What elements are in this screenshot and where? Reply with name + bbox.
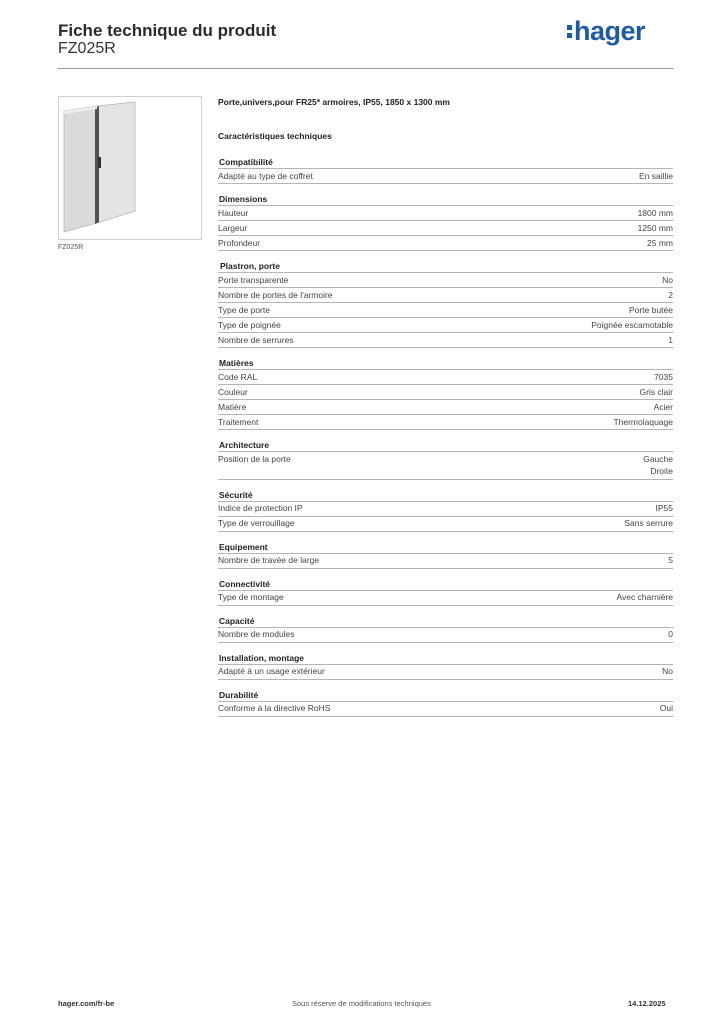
spec-value [639, 170, 673, 183]
section-title: Connectivité [219, 578, 271, 589]
spec-value [616, 591, 673, 604]
footer-website[interactable]: hager.com/fr-be [58, 999, 115, 1008]
spec-row [218, 235, 673, 251]
spec-section [218, 489, 673, 532]
spec-value-line: 7035 [654, 371, 673, 382]
spec-label: Adapté à un usage extérieur [218, 666, 325, 676]
spec-label: Type de porte [218, 304, 270, 315]
product-description: Porte,univers,pour FR25* armoires, IP55, 1850 x 1300 mm [218, 97, 450, 107]
spec-row [218, 664, 673, 680]
spec-value-line: 1250 mm [637, 222, 673, 233]
section-title: Capacité [219, 615, 255, 626]
spec-value [668, 554, 673, 567]
spec-row [218, 399, 673, 414]
spec-row [218, 516, 673, 532]
page-title: Fiche technique du produit [58, 21, 277, 40]
spec-value [629, 304, 673, 317]
spec-section [218, 193, 673, 251]
spec-section [218, 578, 673, 606]
logo-dots-icon [567, 23, 572, 39]
spec-value-line: Avec charnière [616, 592, 673, 602]
spec-value-line: 1800 mm [637, 207, 673, 218]
spec-row [218, 627, 673, 643]
spec-section [218, 689, 673, 717]
spec-value [638, 222, 673, 235]
spec-label: Nombre de modules [218, 629, 295, 639]
spec-section [218, 156, 673, 184]
spec-row [218, 590, 673, 606]
footer-date: 14.12.2025 [628, 999, 666, 1008]
spec-label: Largeur [218, 222, 248, 233]
spec-value [638, 207, 673, 220]
spec-row [218, 332, 673, 348]
spec-value [591, 319, 673, 332]
spec-value [656, 502, 674, 515]
spec-value-line: Gauche [643, 453, 673, 464]
image-caption: FZ025R [58, 244, 84, 251]
spec-value-line: No [662, 666, 673, 676]
spec-row [218, 205, 673, 220]
section-title: Installation, montage [219, 652, 305, 663]
spec-label: Type de poignée [218, 319, 281, 330]
spec-label: Type de montage [218, 592, 284, 602]
spec-label: Traitement [218, 416, 259, 427]
spec-section [218, 357, 673, 430]
spec-value-line: 5 [668, 555, 673, 565]
spec-value [668, 289, 673, 302]
spec-label: Porte transparente [218, 274, 289, 285]
spec-row [218, 302, 673, 317]
spec-value-line: IP55 [655, 503, 673, 513]
spec-value-line: Droite [650, 466, 673, 476]
product-image [58, 96, 202, 240]
spec-value-line: Oui [659, 703, 673, 713]
spec-label: Indice de protection IP [218, 503, 303, 513]
section-title: Compatibilité [219, 157, 273, 167]
section-title: Plastron, porte [220, 261, 280, 271]
spec-value-line: Acier [653, 401, 673, 412]
spec-value-line: Porte butée [629, 304, 673, 315]
spec-row [218, 384, 673, 399]
spec-row [218, 168, 673, 184]
spec-label: Type de verrouillage [218, 518, 295, 528]
product-reference: FZ025R [58, 40, 116, 57]
spec-label: Nombre de portes de l'armoire [218, 289, 333, 300]
spec-value [624, 517, 673, 530]
spec-row [218, 553, 673, 569]
section-title: Durabilité [219, 689, 259, 700]
spec-row [218, 220, 673, 235]
section-title: Sécurité [219, 489, 253, 500]
spec-label: Matière [218, 401, 247, 412]
spec-value-line: 1 [668, 334, 673, 345]
spec-row [218, 501, 673, 516]
spec-label: Profondeur [218, 237, 261, 248]
spec-label: Hauteur [218, 207, 249, 218]
spec-value [639, 386, 673, 399]
spec-value [654, 401, 673, 414]
spec-row [218, 369, 673, 384]
section-title: Architecture [219, 440, 270, 450]
spec-value [662, 274, 673, 287]
spec-label: Conforme à la directive RoHS [218, 703, 331, 713]
spec-value-line: Thermolaquage [613, 416, 673, 427]
section-title: Equipement [219, 541, 268, 552]
spec-section [218, 541, 673, 569]
section-title: Dimensions [219, 194, 268, 204]
cabinet-door-icon [59, 97, 201, 239]
spec-value-line: No [662, 274, 673, 285]
spec-value [668, 334, 673, 347]
section-title: Matières [219, 358, 254, 368]
spec-value [613, 416, 673, 429]
spec-row [218, 317, 673, 332]
tech-specs-title: Caractéristiques techniques [218, 131, 332, 141]
spec-value-line: 0 [668, 629, 673, 639]
spec-row [218, 701, 673, 717]
spec-value-line: Sans serrure [624, 518, 673, 528]
spec-label: Code RAL [218, 371, 258, 382]
spec-value-line: 25 mm [647, 237, 673, 248]
spec-label: Nombre de serrures [218, 334, 294, 345]
spec-row [218, 451, 673, 480]
spec-value [654, 371, 673, 384]
logo-text: hager [574, 16, 646, 46]
spec-label: Adapté au type de coffret [218, 170, 313, 181]
spec-row [218, 272, 673, 287]
specs-table [218, 156, 673, 726]
spec-value-line: En saillie [638, 170, 673, 181]
spec-label: Couleur [218, 386, 248, 397]
spec-label: Position de la porte [218, 453, 291, 464]
header-divider [58, 68, 673, 69]
spec-section [218, 652, 673, 680]
spec-value-line: Poignée escamotable [591, 319, 673, 330]
spec-row [218, 287, 673, 302]
spec-section [218, 439, 673, 480]
spec-value [643, 453, 673, 478]
spec-row [218, 414, 673, 430]
spec-value [662, 665, 673, 678]
spec-section [218, 260, 673, 348]
spec-value [660, 702, 673, 715]
spec-value [647, 237, 673, 250]
footer-notice: Sous réserve de modifications techniques [292, 999, 431, 1008]
spec-value-line: Gris clair [639, 386, 673, 397]
spec-label: Nombre de travée de large [218, 555, 320, 565]
spec-value [668, 628, 673, 641]
hager-logo [567, 16, 645, 47]
spec-value-line: 2 [668, 289, 673, 300]
spec-section [218, 615, 673, 643]
